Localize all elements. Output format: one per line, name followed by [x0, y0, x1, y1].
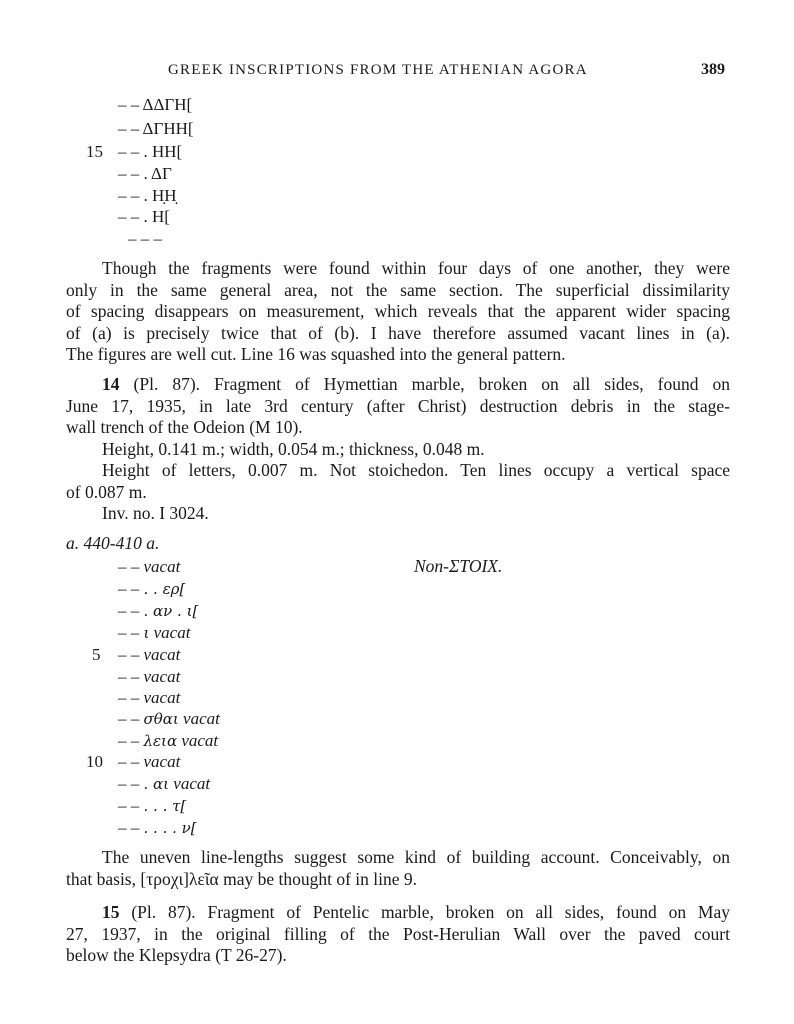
inscription-line	[118, 796, 186, 816]
text-line: wall trench of the Odeion (M 10).	[66, 417, 303, 437]
running-header: GREEK INSCRIPTIONS FROM THE ATHENIAN AGORA	[168, 62, 588, 78]
vacat: vacat	[143, 752, 181, 771]
inscription-line	[118, 752, 180, 772]
greek-text: σθαι	[143, 710, 179, 728]
greek-text: ι	[143, 624, 150, 642]
text-line	[66, 902, 730, 924]
dash: – –	[118, 731, 140, 750]
vacat: vacat	[173, 774, 211, 793]
vacat: vacat	[143, 645, 181, 664]
line-number: 15	[86, 142, 103, 161]
dash: – –	[118, 601, 140, 620]
text-line: June 17, 1935, in late 3rd century (after Christ) destruction debris in the stage-	[66, 395, 730, 416]
inscription-line	[118, 579, 185, 599]
vacat: vacat	[143, 667, 181, 686]
dash: – –	[118, 796, 140, 815]
inscription-line	[118, 731, 218, 751]
greek-text: λεια	[143, 732, 178, 750]
inscription-line: – – . ΔΓ	[118, 164, 172, 183]
text-span: (Pl. 87). Fragment of Hymettian marble, broken on all sides, found on	[133, 374, 730, 394]
dash: – –	[118, 557, 140, 576]
line-number: 10	[86, 752, 103, 771]
inscription-line	[118, 818, 197, 838]
vacat: vacat	[183, 709, 220, 728]
dash: – –	[118, 774, 140, 793]
greek-text: . αν . ι[	[143, 602, 199, 620]
text-line: only in the same general area, not the same section. The superficial dissimilarity	[66, 279, 730, 300]
inscription-line	[118, 557, 180, 577]
entry-15-description	[66, 902, 730, 967]
vacat: vacat	[181, 731, 219, 750]
vacat: vacat	[153, 623, 191, 642]
letter-height: Height of letters, 0.007 m. Not stoichedon. Ten lines occupy a vertical space	[102, 460, 730, 480]
inscription-line: – – ΔΓΗΗ[	[118, 119, 194, 138]
inscription-line	[118, 667, 180, 687]
entry-number: 15	[102, 902, 120, 922]
dash: – –	[118, 688, 140, 707]
inscription-line: – – –	[128, 229, 162, 248]
entry-14-description	[66, 374, 730, 525]
inscription-line	[118, 688, 180, 708]
vacat: vacat	[143, 688, 181, 707]
dash: – –	[118, 579, 140, 598]
stoichedon-label	[414, 556, 502, 578]
style-label-text: Non-ΣΤΟΙΧ.	[414, 556, 503, 576]
inscription-line: – – . Η̣Η̣	[118, 186, 177, 205]
text-line: Though the fragments were found within four days of one another, they were	[102, 258, 730, 278]
commentary-paragraph-13	[66, 258, 730, 366]
entry-number: 14	[102, 374, 120, 394]
dash: – –	[118, 752, 140, 771]
dash: – –	[118, 645, 140, 664]
greek-text: . . ερ[	[143, 580, 186, 598]
commentary-paragraph-14	[66, 847, 730, 890]
inscription-line	[118, 645, 180, 665]
inscription-line	[118, 601, 198, 621]
greek-text: . αι	[143, 775, 170, 793]
inscription-line	[118, 623, 190, 643]
date-range	[66, 533, 159, 555]
letter-height-cont: of 0.087 m.	[66, 481, 147, 502]
date-text: a. 440-410 a.	[66, 533, 160, 553]
inscription-line: – – ΔΔΓΗ[	[118, 95, 193, 114]
inscription-line: – – . Η[	[118, 207, 170, 226]
line-number: 5	[92, 645, 101, 664]
dash: – –	[118, 709, 140, 728]
text-line: that basis, [τροχι]λεῖα may be thought of in line 9.	[66, 868, 418, 889]
greek-text: . . . τ[	[143, 797, 187, 815]
inscription-line: – – . ΗΗ[	[118, 142, 183, 161]
text-line: The figures are well cut. Line 16 was squashed into the general pattern.	[66, 344, 566, 364]
text-line: of spacing disappears on measurement, which reveals that the apparent wider spacing	[66, 301, 730, 321]
dash: – –	[118, 667, 140, 686]
text-span: (Pl. 87). Fragment of Pentelic marble, broken on all sides, found on May	[131, 902, 730, 922]
page-number: 389	[701, 61, 725, 78]
text-line: of (a) is precisely twice that of (b). I have therefore assumed vacant lines in (a).	[66, 322, 730, 343]
inventory-number: Inv. no. I 3024.	[102, 503, 209, 523]
greek-text: . . . . ν[	[143, 819, 197, 837]
vacat: vacat	[143, 557, 181, 576]
text-line: 27, 1937, in the original filling of the Post-Herulian Wall over the paved court	[66, 923, 730, 944]
dimensions: Height, 0.141 m.; width, 0.054 m.; thickness, 0.048 m.	[102, 438, 485, 459]
text-line	[66, 374, 730, 396]
inscription-line	[118, 774, 210, 794]
inscription-line	[118, 709, 220, 729]
text-line: below the Klepsydra (T 26-27).	[66, 945, 287, 965]
dash: – –	[118, 818, 140, 837]
dash: – –	[118, 623, 140, 642]
text-line: The uneven line-lengths suggest some kind of building account. Conceivably, on	[102, 847, 730, 867]
